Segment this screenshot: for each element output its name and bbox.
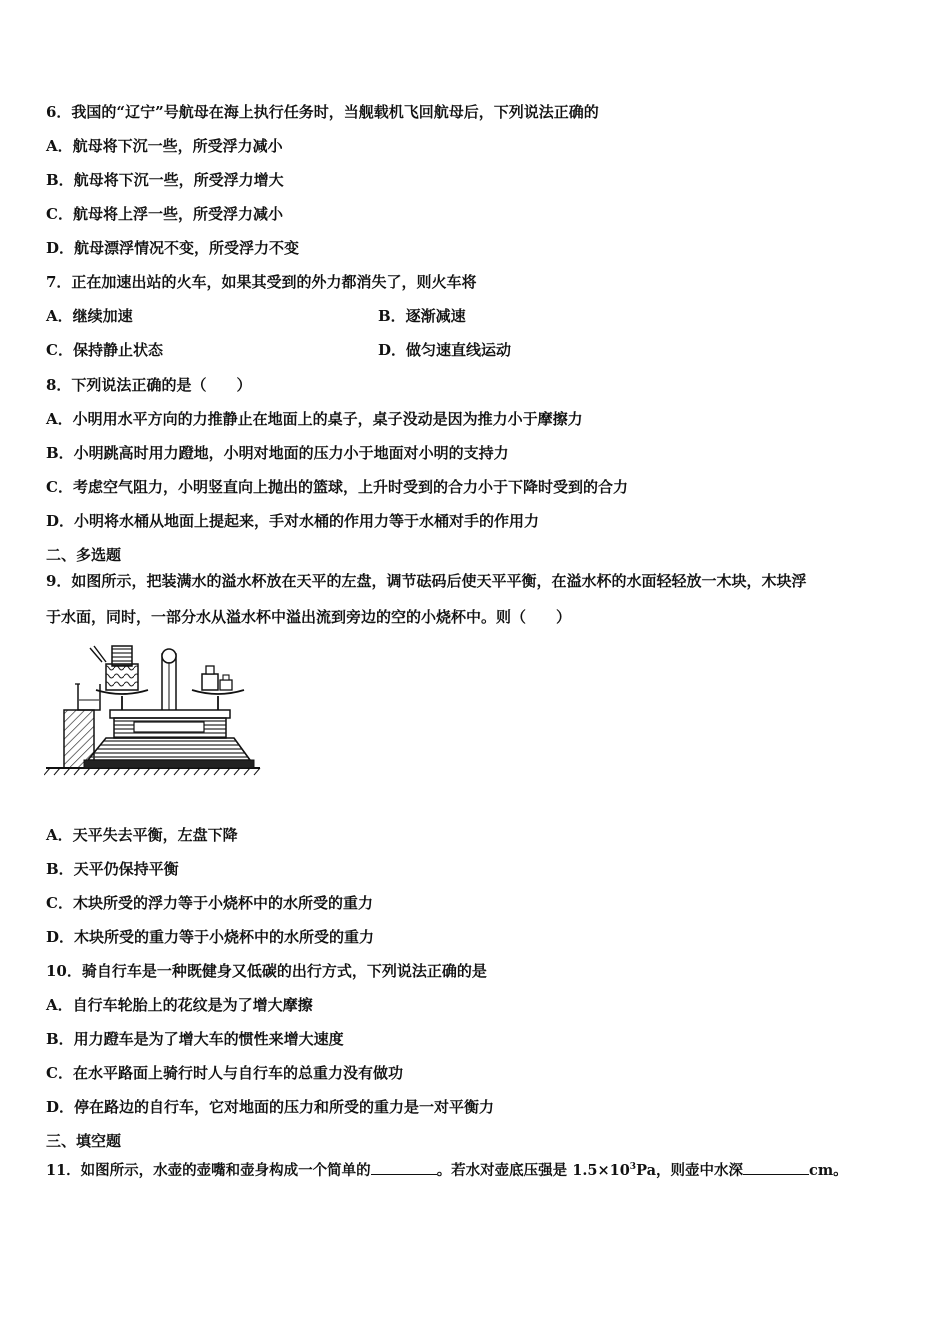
q9-option-d: D．木块所受的重力等于小烧杯中的水所受的重力 (46, 928, 375, 946)
q7-option-a: A．继续加速 (46, 307, 133, 325)
q9-stem-line1: 9．如图所示，把装满水的溢水杯放在天平的左盘，调节砝码后使天平平衡，在溢水杯的水面轻轻放一木块，木块浮 (46, 572, 807, 590)
q6-option-d: D．航母漂浮情况不变，所受浮力不变 (46, 239, 300, 257)
q10-option-d: D．停在路边的自行车，它对地面的压力和所受的重力是一对平衡力 (46, 1098, 495, 1116)
q7-stem: 7．正在加速出站的火车，如果其受到的外力都消失了，则火车将 (46, 273, 477, 291)
q6-option-b: B．航母将下沉一些，所受浮力增大 (46, 171, 284, 189)
section-heading-fill-in: 三、填空题 (46, 1132, 122, 1150)
q11-blank-2[interactable] (743, 1160, 809, 1175)
q6-stem: 6．我国的“辽宁”号航母在海上执行任务时，当舰载机飞回航母后，下列说法正确的 (46, 103, 599, 121)
q6-option-a: A．航母将下沉一些，所受浮力减小 (46, 137, 283, 155)
q10-stem: 10．骑自行车是一种既健身又低碳的出行方式，下列说法正确的是 (46, 962, 487, 980)
q8-option-a: A．小明用水平方向的力推静止在地面上的桌子，桌子没动是因为推力小于摩擦力 (46, 410, 583, 428)
q7-option-d: D．做匀速直线运动 (378, 341, 512, 359)
q8-option-d: D．小明将水桶从地面上提起来，手对水桶的作用力等于水桶对手的作用力 (46, 512, 540, 530)
q7-option-b: B．逐渐减速 (378, 307, 466, 325)
q11-text-4: cm。 (808, 1161, 848, 1179)
balance-figure (44, 640, 264, 776)
q8-stem: 8．下列说法正确的是（ ） (46, 376, 252, 394)
q9-option-b: B．天平仍保持平衡 (46, 860, 179, 878)
q7-option-c: C．保持静止状态 (46, 341, 163, 359)
q10-option-b: B．用力蹬车是为了增大车的惯性来增大速度 (46, 1030, 344, 1048)
q8-option-c: C．考虑空气阻力，小明竖直向上抛出的篮球，上升时受到的合力小于下降时受到的合力 (46, 478, 628, 496)
q11-blank-1[interactable] (371, 1160, 437, 1175)
q11-text-1: 11．如图所示，水壶的壶嘴和壶身构成一个简单的 (46, 1161, 371, 1179)
q10-option-a: A．自行车轮胎上的花纹是为了增大摩擦 (46, 996, 313, 1014)
q11-text-2: 。若水对壶底压强是 1.5×10 (436, 1161, 630, 1179)
q9-stem-line2: 于水面，同时，一部分水从溢水杯中溢出流到旁边的空的小烧杯中。则（ ） (46, 608, 572, 626)
q9-option-c: C．木块所受的浮力等于小烧杯中的水所受的重力 (46, 894, 373, 912)
q11-stem (46, 1157, 848, 1181)
q11-text-3: Pa，则壶中水深 (636, 1161, 743, 1179)
q6-option-c: C．航母将上浮一些，所受浮力减小 (46, 205, 283, 223)
q11-exponent: 3 (629, 1162, 637, 1172)
section-heading-multiple-choice: 二、多选题 (46, 546, 122, 564)
q9-option-a: A．天平失去平衡，左盘下降 (46, 826, 238, 844)
q10-option-c: C．在水平路面上骑行时人与自行车的总重力没有做功 (46, 1064, 403, 1082)
q8-option-b: B．小明跳高时用力蹬地，小明对地面的压力小于地面对小明的支持力 (46, 444, 509, 462)
